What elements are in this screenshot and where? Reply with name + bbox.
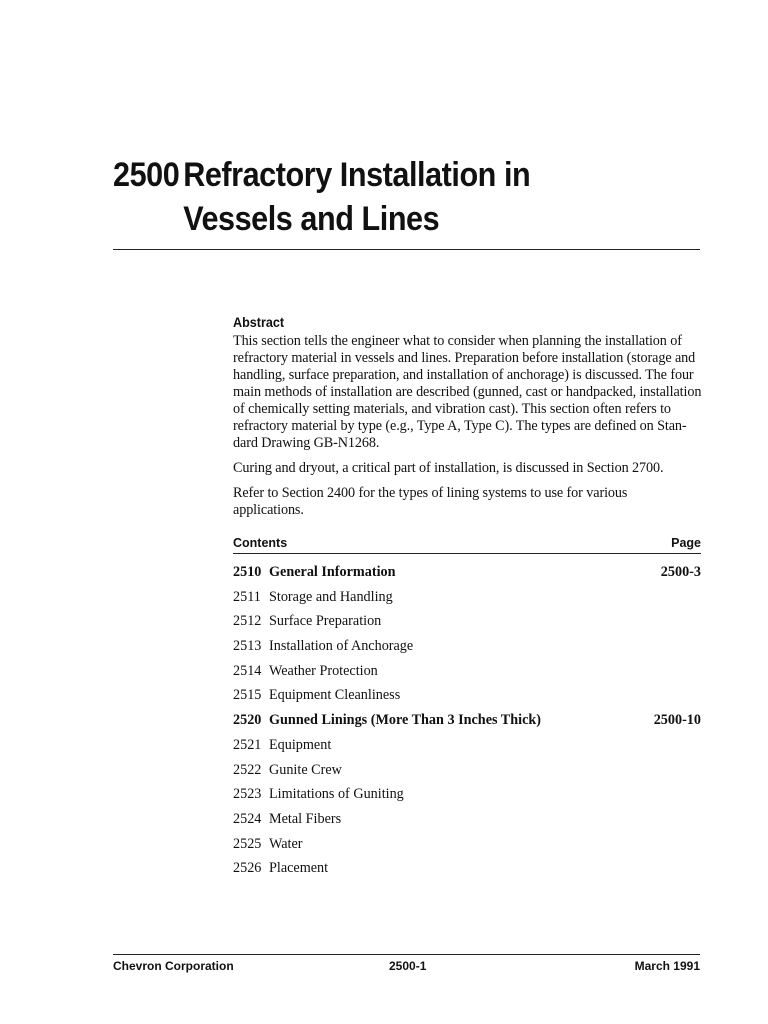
toc-entry[interactable]	[233, 637, 701, 662]
toc-entry[interactable]	[233, 588, 701, 613]
toc-number: 2512	[233, 613, 262, 630]
footer-page-number: 2500-1	[389, 959, 427, 973]
abstract-line: main methods of installation are described (gunned, cast or handpacked, installation	[233, 384, 702, 400]
toc-title: Equipment	[269, 736, 332, 753]
footer-company: Chevron Corporation	[113, 959, 234, 973]
abstract-line: refractory material in vessels and lines. Preparation before installation (storage and	[233, 350, 696, 366]
toc-entry[interactable]	[233, 761, 701, 786]
abstract-line: handling, surface preparation, and installation of anchorage) is discussed. The four	[233, 367, 694, 383]
toc-title: Placement	[269, 860, 329, 877]
toc-number: 2520	[233, 712, 262, 729]
toc-number: 2513	[233, 638, 262, 655]
toc-number: 2521	[233, 736, 262, 753]
toc-number: 2515	[233, 687, 262, 704]
toc-entry[interactable]	[233, 563, 701, 588]
toc-entry[interactable]	[233, 810, 701, 835]
toc-title: Storage and Handling	[269, 588, 393, 605]
title-text-2: Vessels and Lines	[183, 200, 440, 238]
toc-number: 2522	[233, 761, 262, 778]
toc-number: 2525	[233, 835, 262, 852]
contents-divider	[233, 553, 701, 554]
toc-entry[interactable]	[233, 859, 701, 884]
toc-entry[interactable]	[233, 835, 701, 860]
contents-heading: Contents	[233, 536, 288, 550]
toc-entry[interactable]	[233, 711, 701, 736]
toc-entry[interactable]	[233, 736, 701, 761]
abstract-line: of chemically setting materials, and vibration cast). This section often refers to	[233, 401, 671, 417]
footer-divider	[113, 954, 700, 955]
title-line-1	[113, 153, 653, 197]
toc-number: 2510	[233, 564, 262, 580]
toc-title: Limitations of Guniting	[269, 786, 404, 803]
toc-title: Gunite Crew	[269, 761, 342, 778]
toc-entry[interactable]	[233, 686, 701, 711]
title-divider	[113, 249, 700, 250]
toc-title: Gunned Linings (More Than 3 Inches Thick)	[269, 712, 542, 729]
page-title	[113, 153, 653, 241]
abstract-paragraph-3: Refer to Section 2400 for the types of lining systems to use for various applications.	[233, 485, 628, 518]
page-column-heading: Page	[671, 536, 701, 550]
toc-title: Installation of Anchorage	[269, 638, 414, 655]
toc-entry[interactable]	[233, 662, 701, 687]
title-text-1: Refractory Installation in	[183, 156, 531, 194]
toc-number: 2523	[233, 786, 262, 803]
abstract-heading: Abstract	[233, 314, 285, 330]
section-number: 2500	[113, 156, 180, 194]
toc-entry[interactable]	[233, 612, 701, 637]
toc-page: 2500-3	[660, 564, 701, 580]
footer-date: March 1991	[634, 959, 700, 973]
abstract-section	[233, 313, 701, 527]
toc-number: 2514	[233, 662, 262, 679]
toc-title: General Information	[269, 564, 396, 580]
abstract-line: dard Drawing GB-N1268.	[233, 435, 380, 451]
toc-number: 2524	[233, 810, 262, 827]
table-of-contents	[233, 563, 701, 884]
toc-number: 2526	[233, 860, 262, 877]
abstract-paragraph-1	[233, 333, 701, 452]
contents-header	[233, 535, 701, 552]
toc-title: Weather Protection	[269, 662, 378, 679]
toc-title: Equipment Cleanliness	[269, 687, 401, 704]
toc-title: Metal Fibers	[269, 810, 342, 827]
toc-title: Surface Preparation	[269, 613, 382, 630]
title-line-2	[113, 197, 653, 241]
abstract-paragraph-2: Curing and dryout, a critical part of installation, is discussed in Section 2700.	[233, 460, 664, 476]
page-footer	[113, 958, 700, 974]
toc-title: Water	[269, 835, 303, 852]
abstract-line: This section tells the engineer what to consider when planning the installation of	[233, 333, 682, 349]
toc-page: 2500-10	[653, 712, 701, 729]
toc-number: 2511	[233, 588, 261, 605]
abstract-line: refractory material by type (e.g., Type A, Type C). The types are defined on Stan-	[233, 418, 687, 434]
toc-entry[interactable]	[233, 785, 701, 810]
